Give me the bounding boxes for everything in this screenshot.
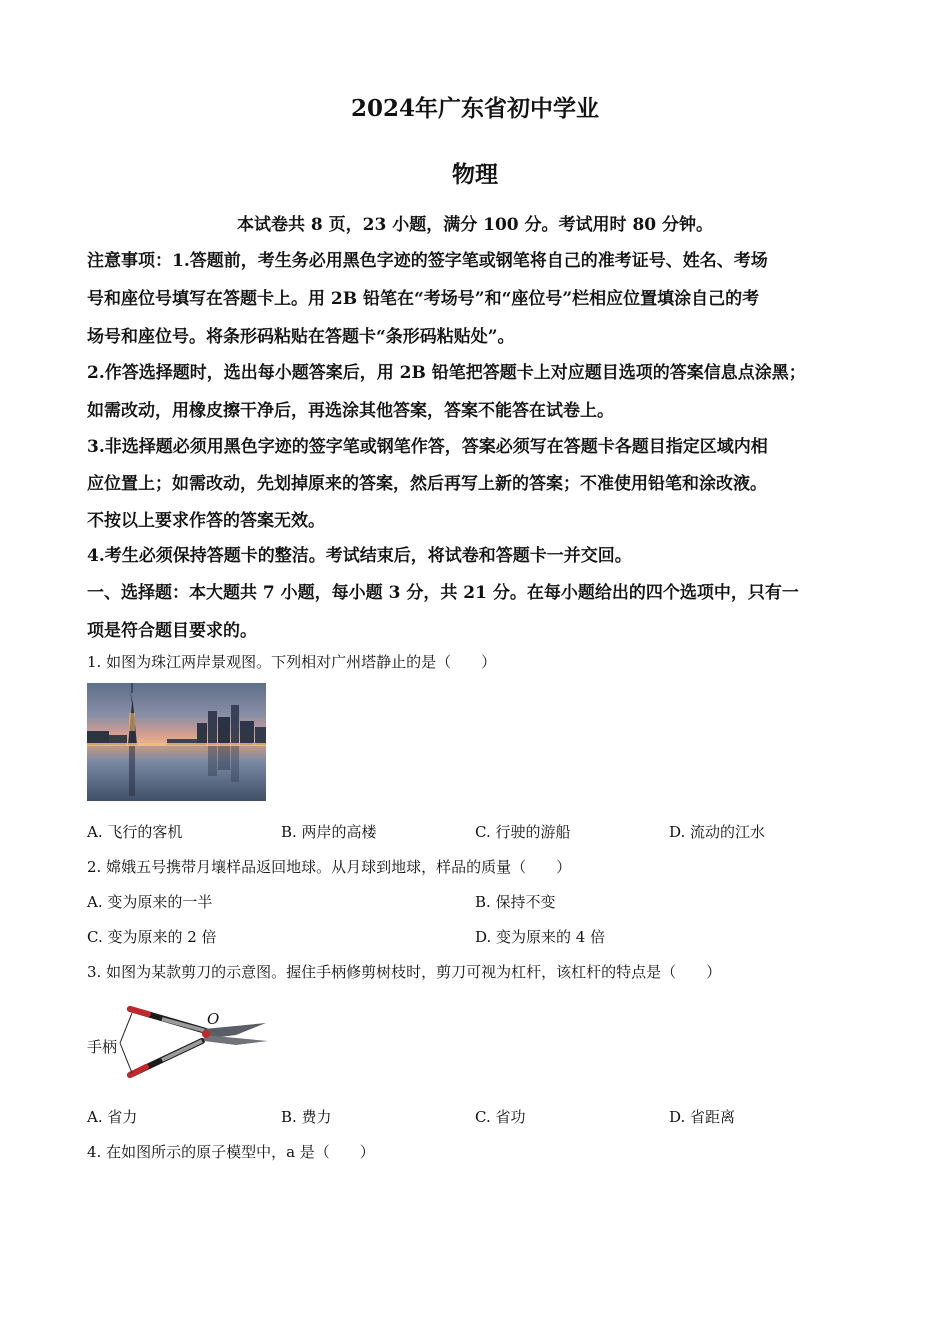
section-heading: 项是符合题目要求的。 bbox=[87, 621, 257, 641]
pearl-river-photo bbox=[87, 683, 266, 801]
option-d: D. 流动的江水 bbox=[669, 823, 766, 841]
option-a: A. 变为原来的一半 bbox=[87, 893, 213, 911]
note-line: 2.作答选择题时，选出每小题答案后，用 2B 铅笔把答题卡上对应题目选项的答案信息点涂黑； bbox=[87, 363, 806, 383]
option-c: C. 变为原来的 2 倍 bbox=[87, 928, 217, 946]
option-b: B. 保持不变 bbox=[475, 893, 556, 911]
note-line: 不按以上要求作答的答案无效。 bbox=[87, 511, 325, 531]
pivot-label: O bbox=[207, 1010, 220, 1028]
skyline-illustration bbox=[87, 683, 266, 801]
option-a: A. 省力 bbox=[87, 1108, 138, 1126]
question-stem: 4. 在如图所示的原子模型中，a 是（ ） bbox=[87, 1143, 375, 1161]
exam-info: 本试卷共 8 页，23 小题，满分 100 分。考试用时 80 分钟。 bbox=[236, 215, 714, 235]
question-stem: 1. 如图为珠江两岸景观图。下列相对广州塔静止的是（ ） bbox=[87, 653, 497, 671]
option-d: D. 变为原来的 4 倍 bbox=[475, 928, 606, 946]
note-line: 号和座位号填写在答题卡上。用 2B 铅笔在“考场号”和“座位号”栏相应位置填涂自己的考 bbox=[87, 289, 760, 309]
note-line: 如需改动，用橡皮擦干净后，再选涂其他答案，答案不能答在试卷上。 bbox=[87, 401, 614, 421]
handle-label: 手柄 bbox=[87, 1038, 118, 1056]
option-a: A. 飞行的客机 bbox=[87, 823, 183, 841]
note-line: 3.非选择题必须用黑色字迹的签字笔或钢笔作答，答案必须写在答题卡各题目指定区域内相 bbox=[87, 437, 768, 457]
option-c: C. 行驶的游船 bbox=[475, 823, 571, 841]
option-c: C. 省功 bbox=[475, 1108, 526, 1126]
question-stem: 3. 如图为某款剪刀的示意图。握住手柄修剪树枝时，剪刀可视为杠杆，该杠杆的特点是（ ） bbox=[87, 963, 722, 981]
option-d: D. 省距离 bbox=[669, 1108, 736, 1126]
section-heading: 一、选择题：本大题共 7 小题，每小题 3 分，共 21 分。在每小题给出的四个选项中，只有一 bbox=[87, 583, 799, 603]
note-line: 4.考生必须保持答题卡的整洁。考试结束后，将试卷和答题卡一并交回。 bbox=[87, 546, 632, 566]
option-b: B. 两岸的高楼 bbox=[281, 823, 377, 841]
question-stem: 2. 嫦娥五号携带月壤样品返回地球。从月球到地球，样品的质量（ ） bbox=[87, 858, 572, 876]
subject-title: 物理 bbox=[452, 161, 498, 188]
note-line: 注意事项：1.答题前，考生务必用黑色字迹的签字笔或钢笔将自己的准考证号、姓名、考场 bbox=[87, 251, 768, 271]
note-line: 场号和座位号。将条形码粘贴在答题卡“条形码粘贴处”。 bbox=[87, 327, 515, 347]
note-line: 应位置上；如需改动，先划掉原来的答案，然后再写上新的答案；不准使用铅笔和涂改液。 bbox=[87, 474, 767, 494]
option-b: B. 费力 bbox=[281, 1108, 332, 1126]
exam-title: 2024年广东省初中学业 bbox=[350, 95, 599, 122]
